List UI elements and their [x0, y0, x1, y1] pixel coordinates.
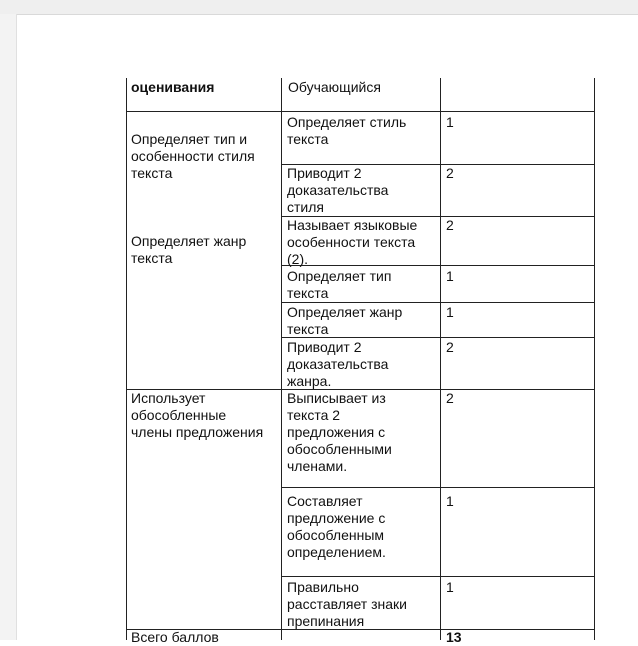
total-label: Всего баллов — [131, 629, 219, 645]
descriptor-cell: Составляет предложение с обособленным определением. — [287, 493, 386, 560]
total-score: 13 — [446, 629, 462, 645]
criterion-isolated-members: Использует обособленные члены предложения — [131, 390, 264, 440]
score-cell: 2 — [446, 217, 454, 233]
descriptor-cell: Выписывает из текста 2 предложения с обособленными членами. — [287, 390, 392, 474]
header-descriptor: Обучающийся — [288, 79, 381, 95]
descriptor-cell: Определяет тип текста — [287, 268, 392, 301]
descriptor-cell: Приводит 2 доказательства стиля — [287, 165, 389, 215]
criterion-genre: Определяет жанр текста — [131, 233, 247, 266]
score-cell: 1 — [446, 579, 454, 595]
table-rule-header — [126, 111, 595, 112]
descriptor-cell: Правильно расставляет знаки препинания — [287, 579, 407, 629]
descriptor-cell: Определяет жанр текста — [287, 304, 403, 337]
score-cell: 2 — [446, 339, 454, 355]
descriptor-cell: Приводит 2 доказательства жанра. — [287, 339, 389, 389]
descriptor-cell: Называет языковые особенности текста (2). — [287, 217, 418, 267]
score-cell: 1 — [446, 268, 454, 284]
table-rule-row — [281, 302, 595, 303]
score-cell: 1 — [446, 114, 454, 130]
table-divider-criteria — [281, 78, 282, 640]
table-border-right — [594, 78, 595, 640]
header-criterion: оценивания — [131, 79, 215, 95]
table-rule-row — [281, 487, 595, 488]
score-cell: 2 — [446, 165, 454, 181]
descriptor-cell: Определяет стиль текста — [287, 114, 407, 147]
table-rule-row — [281, 576, 595, 577]
table-divider-score — [440, 78, 441, 640]
score-cell: 2 — [446, 390, 454, 406]
score-cell: 1 — [446, 493, 454, 509]
table-border-left — [126, 78, 127, 640]
criterion-style: Определяет тип и особенности стиля текста — [131, 131, 255, 181]
score-cell: 1 — [446, 304, 454, 320]
